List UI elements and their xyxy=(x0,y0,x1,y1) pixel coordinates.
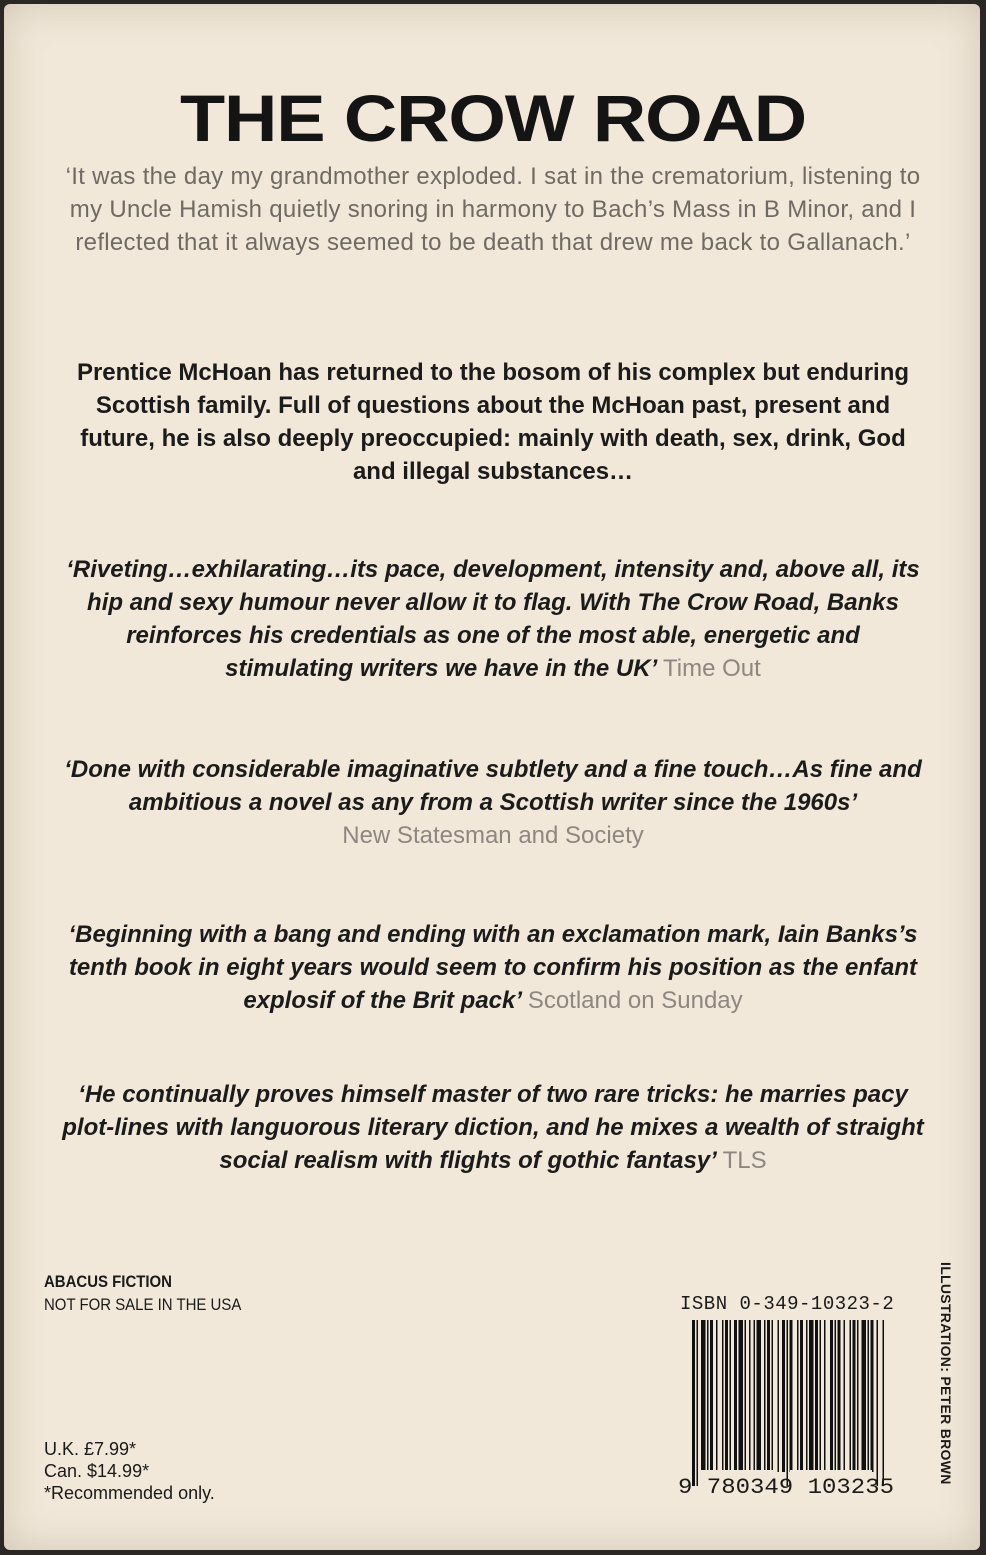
barcode-bar xyxy=(754,1320,756,1472)
price-block xyxy=(44,1438,215,1504)
barcode-bar xyxy=(877,1320,879,1486)
barcode-bar xyxy=(790,1320,793,1472)
review-scotland-on-sunday xyxy=(60,918,926,1017)
barcode-bar xyxy=(749,1320,751,1472)
barcode-bar xyxy=(739,1320,744,1472)
barcode-bar xyxy=(850,1320,852,1472)
isbn: ISBN 0-349-10323-2 xyxy=(680,1293,895,1315)
barcode-bar xyxy=(824,1320,826,1472)
sale-restriction: NOT FOR SALE IN THE USA xyxy=(44,1295,242,1314)
barcode-bar xyxy=(745,1320,747,1472)
barcode-bar xyxy=(871,1320,874,1472)
barcode-bar xyxy=(800,1320,803,1472)
barcode-bar xyxy=(772,1320,774,1472)
barcode-bar xyxy=(707,1320,709,1472)
review-quote: ‘Beginning with a bang and ending with an exclamation mark, Iain Banks’s tenth book in eight years would seem to confirm his position as the enfant explosif of the Brit pack’ xyxy=(68,921,918,1014)
review-time-out xyxy=(60,553,926,685)
review-source: Scotland on Sunday xyxy=(527,987,743,1014)
barcode-bar xyxy=(757,1320,762,1472)
barcode-bar xyxy=(710,1320,713,1472)
barcode-bar xyxy=(692,1320,695,1486)
barcode-bar xyxy=(868,1320,870,1472)
barcode-bar xyxy=(820,1320,822,1472)
barcode-bar xyxy=(767,1320,770,1472)
review-quote: ‘He continually proves himself master of two rare tricks: he marries pacy plot-lines with languorous literary diction, and he mixes a wealth of straight social realism with flights of gothic fantasy’ xyxy=(62,1081,924,1174)
price-note: *Recommended only. xyxy=(44,1483,215,1503)
book-title: THE CROW ROAD xyxy=(179,81,807,155)
imprint-label: ABACUS FICTION xyxy=(44,1272,172,1291)
barcode-bar xyxy=(778,1320,780,1472)
barcode-bar xyxy=(809,1320,814,1472)
barcode-digits: 9 780349 103235 xyxy=(678,1475,894,1498)
barcode-bar xyxy=(862,1320,867,1472)
barcode-bar xyxy=(701,1320,706,1472)
synopsis: Prentice McHoan has returned to the bosom of his complex but enduring Scottish family. Full of questions about the McHoan past, present and future, he is also deeply preoccupied: mainly with death, sex, drink, God and illegal substances… xyxy=(76,359,910,485)
barcode-bar xyxy=(883,1320,885,1486)
price-can: Can. $14.99* xyxy=(44,1461,150,1481)
review-tls xyxy=(60,1078,926,1177)
price-uk: U.K. £7.99* xyxy=(44,1439,137,1459)
review-source: Time Out xyxy=(663,655,761,682)
barcode-bar xyxy=(764,1320,766,1472)
barcode-bar xyxy=(787,1320,789,1486)
review-source: TLS xyxy=(722,1147,767,1174)
barcode-bar xyxy=(797,1320,799,1472)
barcode-bar xyxy=(725,1320,728,1472)
barcode-bar xyxy=(782,1320,785,1472)
barcode-bar xyxy=(697,1320,699,1486)
barcode-bar xyxy=(844,1320,846,1472)
barcode-bar xyxy=(838,1320,841,1472)
review-quote: ‘Done with considerable imaginative subtlety and a fine touch…As fine and ambitious a novel as any from a Scottish writer since the 1960s’ xyxy=(64,756,922,816)
review-new-statesman xyxy=(60,753,926,852)
barcode-bar xyxy=(835,1320,837,1472)
barcode-bar xyxy=(722,1320,724,1472)
barcode-bar xyxy=(806,1320,808,1472)
review-quote: ‘Riveting…exhilarating…its pace, development, intensity and, above all, its hip and sexy humour never allow it to flag. With The Crow Road, Banks reinforces his credentials as one of the most able, energetic and stimulating writers we have in the UK’ xyxy=(66,556,920,682)
barcode-bar xyxy=(716,1320,718,1472)
barcode-bar xyxy=(830,1320,833,1472)
opening-quote: ‘It was the day my grandmother exploded. I sat in the crematorium, listening to my Uncle Hamish quietly snoring in harmony to Bach’s Mass in B Minor, and I reflected that it always seemed to be death that drew me back to Gallanach.’ xyxy=(65,163,921,256)
barcode-bar xyxy=(853,1320,856,1472)
barcode xyxy=(678,1320,894,1498)
barcode-bar xyxy=(857,1320,859,1472)
barcode-bar xyxy=(730,1320,732,1472)
barcode-bar xyxy=(734,1320,737,1472)
barcode-bar xyxy=(815,1320,818,1472)
review-source: New Statesman and Society xyxy=(342,822,644,849)
illustration-credit: ILLUSTRATION: PETER BROWN xyxy=(938,1262,954,1485)
